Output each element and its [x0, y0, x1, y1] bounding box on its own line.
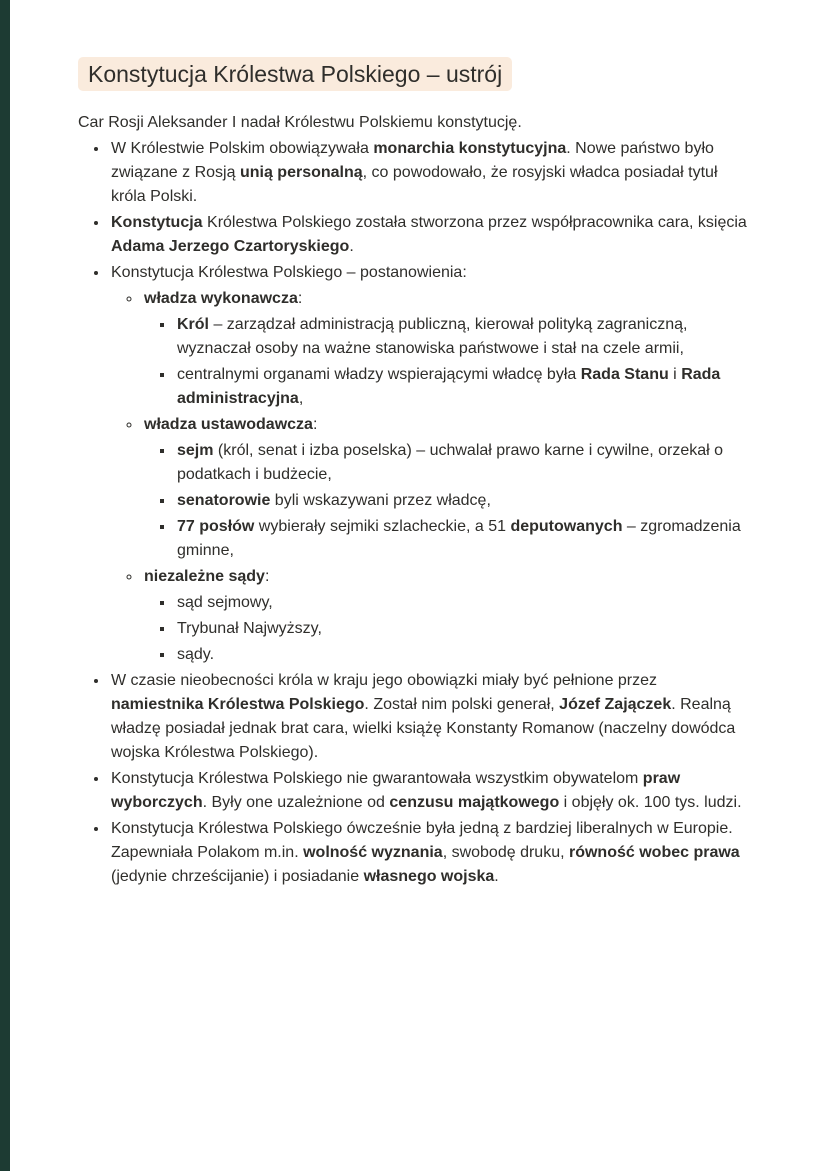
list-item: [109, 211, 752, 259]
text: (król, senat i izba poselska) – uchwalał prawo karne i cywilne, orzekał o podatkach i budżecie,: [177, 442, 724, 484]
text: i: [668, 366, 682, 384]
page-title: [78, 58, 752, 91]
bold-text: własnego wojska: [363, 868, 495, 886]
text: Trybunał Najwyższy,: [177, 620, 322, 638]
text: – zgromadzenia gminne,: [177, 518, 741, 560]
list-item: [109, 261, 752, 667]
outline: [78, 137, 752, 889]
text: sąd sejmowy,: [177, 594, 273, 612]
bold-text: Konstytucja: [111, 214, 203, 232]
text: W Królestwie Polskim obowiązywała: [111, 140, 374, 158]
list-item: [175, 439, 752, 487]
text: centralnymi organami władzy wspierającymi władcę była: [177, 366, 581, 384]
bold-text: wolność wyznania: [303, 844, 443, 862]
list-item: [175, 363, 752, 411]
text: (jedynie chrześcijanie) i posiadanie: [111, 868, 364, 886]
text: :: [264, 568, 270, 586]
bullet-list-level-3: [144, 439, 752, 563]
text: :: [312, 416, 318, 434]
text: Konstytucja Królestwa Polskiego – postanowienia:: [111, 264, 467, 282]
text: . Został nim polski generał,: [364, 696, 560, 714]
bullet-list-level-2: [111, 287, 752, 667]
text: .: [494, 868, 499, 886]
bold-text: niezależne sądy: [144, 568, 265, 586]
text: ,: [298, 390, 304, 408]
bold-text: cenzusu majątkowego: [389, 794, 560, 812]
text: :: [297, 290, 303, 308]
bold-text: monarchia konstytucyjna: [373, 140, 567, 158]
list-item: [142, 413, 752, 563]
list-item: [142, 287, 752, 411]
list-item: [175, 313, 752, 361]
bold-text: Król: [177, 316, 209, 334]
bold-text: 77 posłów: [177, 518, 255, 536]
list-item: [142, 565, 752, 667]
bold-text: praw wyborczych: [111, 770, 681, 812]
text: . Nowe państwo było związane z Rosją: [111, 140, 714, 182]
bullet-list-level-1: [78, 137, 752, 889]
bold-text: Rada administracyjna: [177, 366, 721, 408]
list-item: [175, 489, 752, 513]
text: Car Rosji Aleksander I nadał Królestwu Polskiemu konstytucję.: [78, 114, 522, 132]
text: Królestwa Polskiego została stworzona przez współpracownika cara, księcia: [202, 214, 747, 232]
list-item: [175, 515, 752, 563]
text: sądy.: [177, 646, 215, 664]
bold-text: Józef Zajączek: [559, 696, 672, 714]
intro-paragraph: [78, 111, 752, 135]
text: byli wskazywani przez władcę,: [270, 492, 491, 510]
text: i objęły ok. 100 tys. ludzi.: [559, 794, 742, 812]
bold-text: Adama Jerzego Czartoryskiego: [111, 238, 350, 256]
sidebar-strip: [0, 0, 10, 1171]
list-item: [109, 817, 752, 889]
text: . Realną władzę posiadał jednak brat cara, wielki książę Konstanty Romanow (naczelny dowódca wojska Królestwa Polskiego).: [111, 696, 736, 762]
text: .: [349, 238, 354, 256]
text: . Były one uzależnione od: [202, 794, 390, 812]
text: Konstytucja Królestwa Polskiego ówcześnie była jedną z bardziej liberalnych w Europie. Zapewniała Polakom m.in.: [111, 820, 733, 862]
list-item: [109, 137, 752, 209]
list-item: [109, 669, 752, 765]
bold-text: sejm: [177, 442, 214, 460]
text: wybierały sejmiki szlacheckie, a 51: [254, 518, 511, 536]
text: W czasie nieobecności króla w kraju jego obowiązki miały być pełnione przez: [111, 672, 658, 690]
bullet-list-level-3: [144, 591, 752, 667]
bold-text: namiestnika Królestwa Polskiego: [111, 696, 365, 714]
bullet-list-level-3: [144, 313, 752, 411]
bold-text: Rada Stanu: [580, 366, 669, 384]
bold-text: władza wykonawcza: [144, 290, 298, 308]
bold-text: równość wobec prawa: [568, 844, 740, 862]
list-item: [109, 767, 752, 815]
page-title-highlight: Konstytucja Królestwa Polskiego – ustrój: [78, 57, 512, 91]
bold-text: deputowanych: [510, 518, 623, 536]
bold-text: senatorowie: [177, 492, 271, 510]
bold-text: unią personalną: [239, 164, 363, 182]
list-item: [175, 617, 752, 641]
list-item: [175, 643, 752, 667]
bold-text: władza ustawodawcza: [144, 416, 313, 434]
text: , swobodę druku,: [442, 844, 569, 862]
text: Konstytucja Królestwa Polskiego nie gwarantowała wszystkim obywatelom: [111, 770, 643, 788]
list-item: [175, 591, 752, 615]
text: , co powodowało, że rosyjski władca posiadał tytuł króla Polski.: [111, 164, 718, 206]
text: – zarządzał administracją publiczną, kierował polityką zagraniczną, wyznaczał osoby na ważne stanowiska państwowe i stał na czele armii,: [177, 316, 688, 358]
